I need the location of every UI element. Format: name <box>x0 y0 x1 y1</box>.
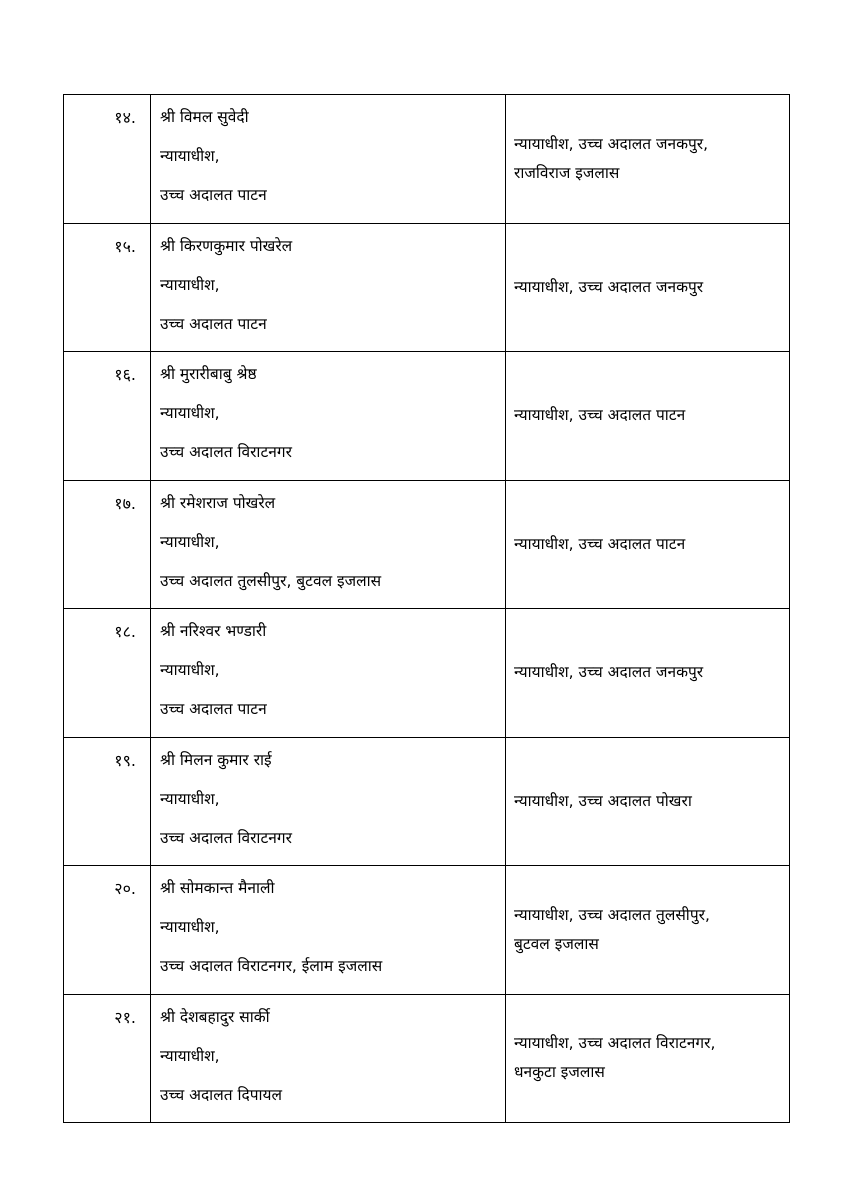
serial-number-cell <box>64 609 151 738</box>
serial-number-cell <box>64 480 151 609</box>
serial-number-cell <box>64 866 151 995</box>
current-court: उच्च अदालत पाटन <box>160 700 267 718</box>
serial-number-cell <box>64 352 151 481</box>
table-row <box>64 609 790 738</box>
transfer-destination-cell <box>506 866 790 995</box>
current-court: उच्च अदालत विराटनगर <box>160 828 292 847</box>
transfer-destination-line: न्यायाधीश, उच्च अदालत तुलसीपुर, <box>514 905 710 924</box>
judge-name: श्री मिलन कुमार राई <box>160 750 272 769</box>
serial-number: २१. <box>114 1007 136 1027</box>
transfer-destination-line: राजविराज इजलास <box>514 163 620 182</box>
serial-number: १५. <box>114 236 136 256</box>
serial-number: २०. <box>114 879 136 898</box>
table-body <box>64 95 790 1123</box>
transfer-destination-cell <box>506 352 790 481</box>
judge-details-cell <box>151 994 506 1123</box>
judge-name: श्री रमेशराज पोखरेल <box>160 493 276 512</box>
transfer-destination-line: न्यायाधीश, उच्च अदालत जनकपुर <box>514 277 704 296</box>
current-court: उच्च अदालत दिपायल <box>160 1085 283 1104</box>
current-court: उच्च अदालत तुलसीपुर, बुटवल इजलास <box>160 571 382 590</box>
current-court: उच्च अदालत पाटन <box>160 314 267 333</box>
transfer-destination-line: न्यायाधीश, उच्च अदालत पाटन <box>514 534 686 553</box>
transfer-destination-cell <box>506 737 790 866</box>
judge-details-cell <box>151 223 506 352</box>
current-court: उच्च अदालत विराटनगर <box>160 443 292 461</box>
serial-number: १६. <box>114 365 136 384</box>
judge-designation: न्यायाधीश, <box>160 532 220 551</box>
judge-details-cell <box>151 609 506 738</box>
serial-number-cell <box>64 737 151 866</box>
judge-designation: न्यायाधीश, <box>160 918 220 936</box>
judge-name: श्री मुरारीबाबु श्रेष्ठ <box>160 365 257 383</box>
judge-designation: न्यायाधीश, <box>160 1046 220 1065</box>
table-row <box>64 352 790 481</box>
table-row <box>64 737 790 866</box>
transfer-destination-cell <box>506 95 790 224</box>
serial-number-cell <box>64 994 151 1123</box>
serial-number-cell <box>64 223 151 352</box>
transfer-table <box>63 94 790 1123</box>
judge-name: श्री सोमकान्त मैनाली <box>160 879 275 897</box>
judge-details-cell <box>151 352 506 481</box>
judge-designation: न्यायाधीश, <box>160 275 220 294</box>
transfer-destination-line: धनकुटा इजलास <box>514 1063 605 1082</box>
serial-number: १४. <box>114 108 136 127</box>
transfer-destination-line: न्यायाधीश, उच्च अदालत जनकपुर, <box>514 134 709 153</box>
serial-number: १७. <box>114 493 136 513</box>
transfer-destination-line: बुटवल इजलास <box>514 934 599 953</box>
serial-number: १८. <box>114 622 136 641</box>
judge-designation: न्यायाधीश, <box>160 404 220 422</box>
table-row <box>64 95 790 224</box>
judge-name: श्री विमल सुवेदी <box>160 108 249 126</box>
judge-details-cell <box>151 866 506 995</box>
judge-name: श्री नरिश्वर भण्डारी <box>160 622 267 640</box>
transfer-destination-cell <box>506 223 790 352</box>
table-row <box>64 866 790 995</box>
judge-designation: न्यायाधीश, <box>160 661 220 679</box>
judge-details-cell <box>151 480 506 609</box>
judge-details-cell <box>151 95 506 224</box>
table-row <box>64 223 790 352</box>
table-row <box>64 480 790 609</box>
judge-designation: न्यायाधीश, <box>160 147 220 165</box>
transfer-destination-line: न्यायाधीश, उच्च अदालत पोखरा <box>514 791 692 810</box>
serial-number: १९. <box>114 750 136 770</box>
current-court: उच्च अदालत विराटनगर, ईलाम इजलास <box>160 957 383 975</box>
transfer-destination-cell <box>506 994 790 1123</box>
judge-details-cell <box>151 737 506 866</box>
judge-name: श्री देशबहादुर सार्की <box>160 1007 270 1026</box>
judge-designation: न्यायाधीश, <box>160 789 220 808</box>
transfer-destination-line: न्यायाधीश, उच्च अदालत जनकपुर <box>514 663 704 682</box>
transfer-destination-cell <box>506 609 790 738</box>
transfer-destination-line: न्यायाधीश, उच्च अदालत पाटन <box>514 406 686 425</box>
serial-number-cell <box>64 95 151 224</box>
current-court: उच्च अदालत पाटन <box>160 186 267 204</box>
table-row <box>64 994 790 1123</box>
transfer-destination-line: न्यायाधीश, उच्च अदालत विराटनगर, <box>514 1034 716 1053</box>
transfer-destination-cell <box>506 480 790 609</box>
judge-name: श्री किरणकुमार पोखरेल <box>160 236 293 255</box>
